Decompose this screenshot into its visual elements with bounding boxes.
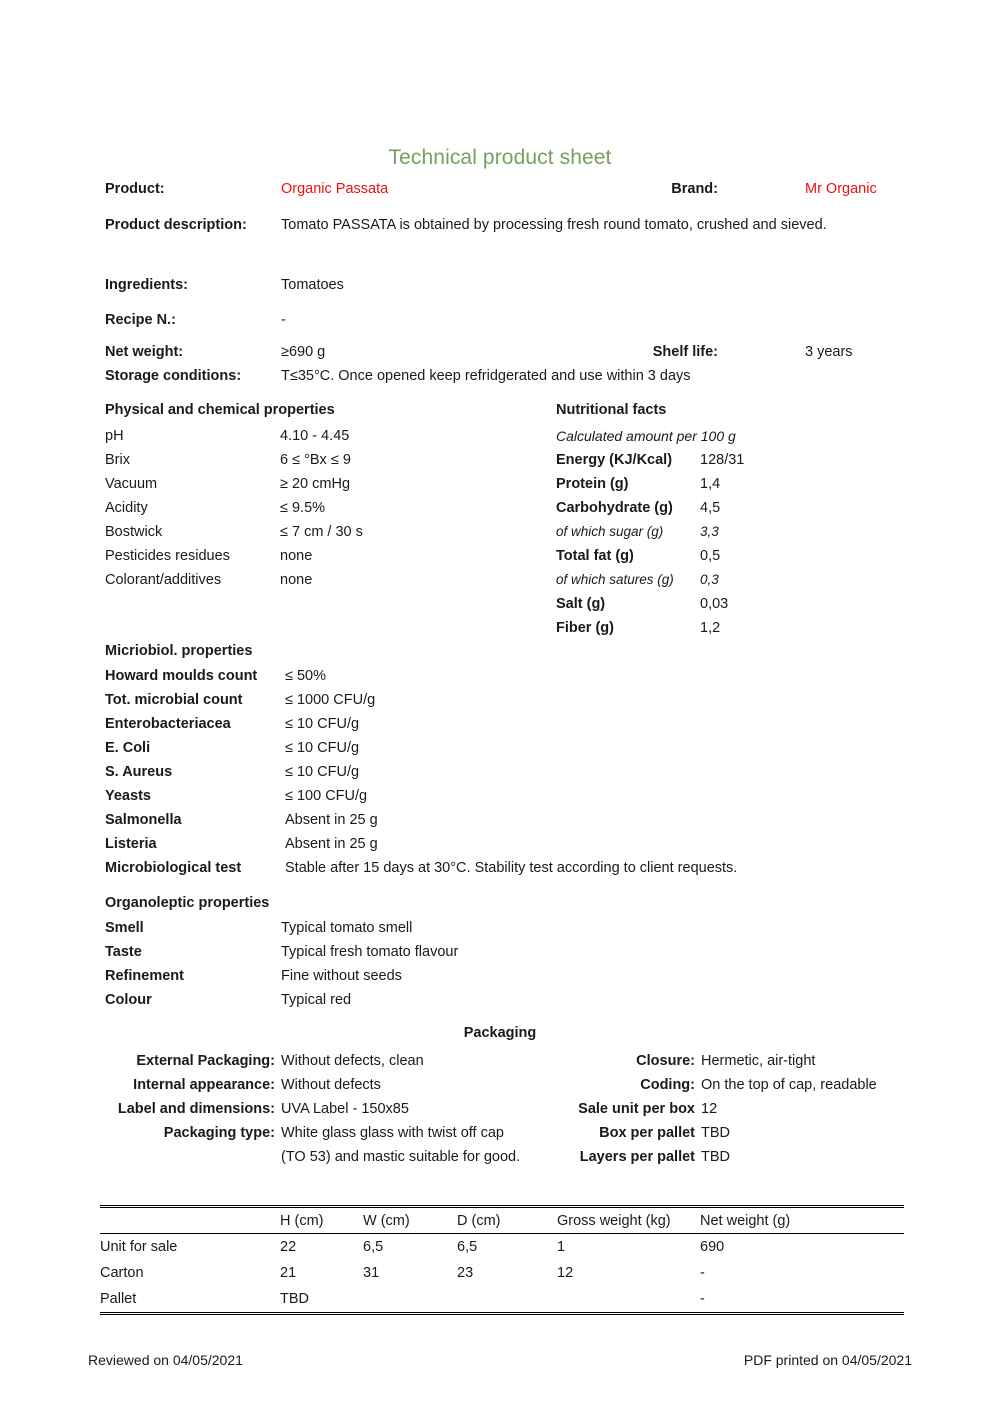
nutrient-value: 0,5: [700, 548, 721, 564]
packaging-right-column: [545, 1049, 945, 1169]
property-name: Brix: [105, 452, 130, 468]
packaging-label: Box per pallet: [599, 1125, 695, 1141]
micro-row: [105, 832, 905, 856]
physical-properties-list: [105, 424, 535, 592]
net-weight-label: Net weight:: [105, 344, 184, 360]
nutrient-value: 3,3: [700, 524, 719, 539]
micro-row: [105, 688, 905, 712]
brand-label: Brand:: [671, 181, 718, 197]
page-title: Technical product sheet: [388, 146, 612, 169]
micro-row: [105, 808, 905, 832]
nutrient-value: 0,03: [700, 596, 729, 612]
cell-width: 6,5: [363, 1239, 384, 1255]
table-row: [100, 1260, 904, 1286]
micro-name: Salmonella: [105, 812, 182, 828]
organoleptic-properties-list: [105, 916, 805, 1012]
dimensions-table-body: [100, 1234, 904, 1314]
property-name: pH: [105, 428, 124, 444]
property-row: [105, 520, 535, 544]
cell-gross-weight: 12: [557, 1265, 574, 1281]
column-header-height: H (cm): [280, 1213, 324, 1229]
organoleptic-name: Taste: [105, 944, 142, 960]
micro-name: Howard moulds count: [105, 668, 258, 684]
micro-name: Enterobacteriacea: [105, 716, 231, 732]
column-header-item: [100, 1207, 280, 1234]
packaging-label: Internal appearance:: [133, 1077, 275, 1093]
storage-conditions-value: T≤35°C. Once opened keep refridgerated and use within 3 days: [281, 368, 691, 384]
nutrition-row: [556, 544, 936, 568]
nutrient-value: 128/31: [700, 452, 745, 468]
product-description-value: Tomato PASSATA is obtained by processing fresh round tomato, crushed and sieved.: [281, 217, 827, 233]
packaging-label: Closure:: [636, 1053, 695, 1069]
cell-gross-weight: [557, 1286, 700, 1314]
packaging-heading: Packaging: [463, 1025, 537, 1041]
nutrition-row: [556, 472, 936, 496]
product-label: Product:: [105, 181, 165, 197]
packaging-label: Layers per pallet: [579, 1149, 695, 1165]
micro-value: ≤ 100 CFU/g: [285, 788, 368, 804]
nutrient-value: 4,5: [700, 500, 721, 516]
cell-gross-weight: 1: [557, 1239, 566, 1255]
net-weight-value: ≥690 g: [281, 344, 326, 360]
cell-height: 22: [280, 1239, 297, 1255]
product-value: Organic Passata: [281, 181, 389, 197]
property-row: [105, 424, 535, 448]
micro-row: [105, 736, 905, 760]
micro-row: [105, 856, 905, 880]
packaging-row: [105, 1097, 545, 1121]
packaging-value: On the top of cap, readable: [701, 1077, 877, 1093]
packaging-row: [105, 1121, 545, 1145]
recipe-number-value: -: [281, 312, 286, 328]
nutrition-row: [556, 592, 936, 616]
property-row: [105, 448, 535, 472]
organoleptic-row: [105, 916, 805, 940]
nutrient-value: 0,3: [700, 572, 719, 587]
property-row: [105, 472, 535, 496]
nutrition-row: [556, 496, 936, 520]
microbiological-properties-list: [105, 664, 905, 880]
dimensions-table-head: [100, 1207, 904, 1234]
micro-value: ≤ 50%: [285, 668, 327, 684]
property-value: none: [280, 548, 313, 564]
cell-net-weight: -: [700, 1291, 705, 1307]
packaging-row: [545, 1121, 945, 1145]
organoleptic-name: Colour: [105, 992, 152, 1008]
micro-row: [105, 664, 905, 688]
packaging-row: [545, 1049, 945, 1073]
nutrition-row: [556, 568, 936, 592]
nutritional-facts-list: [556, 424, 936, 640]
dimensions-table: [100, 1205, 904, 1315]
packaging-row: [545, 1073, 945, 1097]
nutrition-row: [556, 448, 936, 472]
shelf-life-label: Shelf life:: [652, 344, 718, 360]
organoleptic-value: Typical tomato smell: [281, 920, 413, 936]
micro-row: [105, 784, 905, 808]
cell-height: TBD: [280, 1291, 309, 1307]
micro-value: Absent in 25 g: [285, 836, 378, 852]
packaging-value: White glass glass with twist off cap: [281, 1125, 504, 1141]
nutrient-name: Protein (g): [556, 476, 629, 492]
table-row: [100, 1234, 904, 1261]
packaging-value: 12: [701, 1101, 718, 1117]
packaging-label: External Packaging:: [136, 1053, 275, 1069]
nutrient-name: Energy (KJ/Kcal): [556, 452, 673, 468]
property-row: [105, 496, 535, 520]
nutritional-facts-heading: Nutritional facts: [556, 402, 667, 418]
packaging-value: Without defects, clean: [281, 1053, 424, 1069]
packaging-row-continuation: [105, 1145, 545, 1169]
packaging-label: Coding:: [640, 1077, 695, 1093]
property-name: Pesticides residues: [105, 548, 230, 564]
nutrient-name: Salt (g): [556, 596, 606, 612]
cell-width: 31: [363, 1265, 380, 1281]
shelf-life-value: 3 years: [805, 344, 853, 360]
property-value: ≥ 20 cmHg: [280, 476, 351, 492]
brand-value: Mr Organic: [805, 181, 877, 197]
property-name: Acidity: [105, 500, 148, 516]
micro-value: ≤ 10 CFU/g: [285, 764, 360, 780]
nutrient-name: of which satures (g): [556, 572, 674, 587]
table-row: [100, 1286, 904, 1314]
nutrient-name: Carbohydrate (g): [556, 500, 673, 516]
micro-value: ≤ 10 CFU/g: [285, 740, 360, 756]
packaging-row: [545, 1097, 945, 1121]
packaging-value: (TO 53) and mastic suitable for good.: [281, 1149, 521, 1165]
nutrition-row: [556, 616, 936, 640]
microbiological-properties-heading: Micriobiol. properties: [105, 643, 253, 659]
micro-name: S. Aureus: [105, 764, 173, 780]
organoleptic-name: Refinement: [105, 968, 184, 984]
organoleptic-row: [105, 988, 805, 1012]
property-row: [105, 568, 535, 592]
packaging-row: [545, 1145, 945, 1169]
nutrient-name: Total fat (g): [556, 548, 634, 564]
organoleptic-value: Fine without seeds: [281, 968, 402, 984]
organoleptic-row: [105, 940, 805, 964]
cell-item: Unit for sale: [100, 1239, 178, 1255]
property-value: 6 ≤ °Bx ≤ 9: [280, 452, 351, 468]
cell-item: Pallet: [100, 1291, 137, 1307]
nutrition-row: [556, 520, 936, 544]
physical-properties-heading: Physical and chemical properties: [105, 402, 335, 418]
property-name: Bostwick: [105, 524, 163, 540]
organoleptic-name: Smell: [105, 920, 144, 936]
micro-value: ≤ 10 CFU/g: [285, 716, 360, 732]
property-value: 4.10 - 4.45: [280, 428, 350, 444]
property-value: ≤ 7 cm / 30 s: [280, 524, 363, 540]
cell-depth: 23: [457, 1265, 474, 1281]
nutrient-name: Fiber (g): [556, 620, 614, 636]
micro-row: [105, 760, 905, 784]
property-row: [105, 544, 535, 568]
organoleptic-value: Typical fresh tomato flavour: [281, 944, 459, 960]
property-value: none: [280, 572, 313, 588]
micro-row: [105, 712, 905, 736]
micro-name: Listeria: [105, 836, 157, 852]
organoleptic-properties-heading: Organoleptic properties: [105, 895, 270, 911]
nutrient-value: 1,2: [700, 620, 721, 636]
cell-net-weight: -: [700, 1265, 705, 1281]
packaging-row: [105, 1073, 545, 1097]
column-header-gross-weight: Gross weight (kg): [557, 1213, 671, 1229]
ingredients-value: Tomatoes: [281, 277, 344, 293]
packaging-value: TBD: [701, 1149, 730, 1165]
packaging-label: Label and dimensions:: [117, 1101, 275, 1117]
packaging-value: UVA Label - 150x85: [281, 1101, 409, 1117]
packaging-label: Packaging type:: [163, 1125, 275, 1141]
column-header-depth: D (cm): [457, 1213, 501, 1229]
column-header-width: W (cm): [363, 1213, 410, 1229]
micro-name: Yeasts: [105, 788, 151, 804]
organoleptic-row: [105, 964, 805, 988]
cell-net-weight: 690: [700, 1239, 725, 1255]
micro-value: Stable after 15 days at 30°C. Stability test according to client requests.: [285, 860, 738, 876]
column-header-net-weight: Net weight (g): [700, 1213, 791, 1229]
micro-value: ≤ 1000 CFU/g: [285, 692, 376, 708]
recipe-number-label: Recipe N.:: [105, 312, 176, 328]
table-header-row: [100, 1207, 904, 1234]
packaging-label: Sale unit per box: [578, 1101, 695, 1117]
nutrient-value: 1,4: [700, 476, 721, 492]
packaging-left-column: [105, 1049, 545, 1169]
packaging-row: [105, 1049, 545, 1073]
property-name: Colorant/additives: [105, 572, 222, 588]
product-description-label: Product description:: [105, 217, 247, 233]
cell-depth: 6,5: [457, 1239, 478, 1255]
footer-reviewed-date: Reviewed on 04/05/2021: [88, 1352, 243, 1368]
ingredients-label: Ingredients:: [105, 277, 188, 293]
micro-name: E. Coli: [105, 740, 151, 756]
property-value: ≤ 9.5%: [280, 500, 326, 516]
packaging-value: Without defects: [281, 1077, 381, 1093]
micro-value: Absent in 25 g: [285, 812, 378, 828]
storage-conditions-label: Storage conditions:: [105, 368, 242, 384]
packaging-value: TBD: [701, 1125, 730, 1141]
nutrient-name: of which sugar (g): [556, 524, 664, 539]
footer-printed-date: PDF printed on 04/05/2021: [743, 1352, 912, 1368]
cell-depth: [457, 1286, 557, 1314]
cell-item: Carton: [100, 1265, 144, 1281]
micro-name: Tot. microbial count: [105, 692, 243, 708]
organoleptic-value: Typical red: [281, 992, 352, 1008]
nutrition-basis-note: Calculated amount per 100 g: [556, 428, 736, 444]
property-name: Vacuum: [105, 476, 158, 492]
cell-height: 21: [280, 1265, 297, 1281]
cell-width: [363, 1286, 457, 1314]
micro-name: Microbiological test: [105, 860, 242, 876]
packaging-value: Hermetic, air-tight: [701, 1053, 816, 1069]
